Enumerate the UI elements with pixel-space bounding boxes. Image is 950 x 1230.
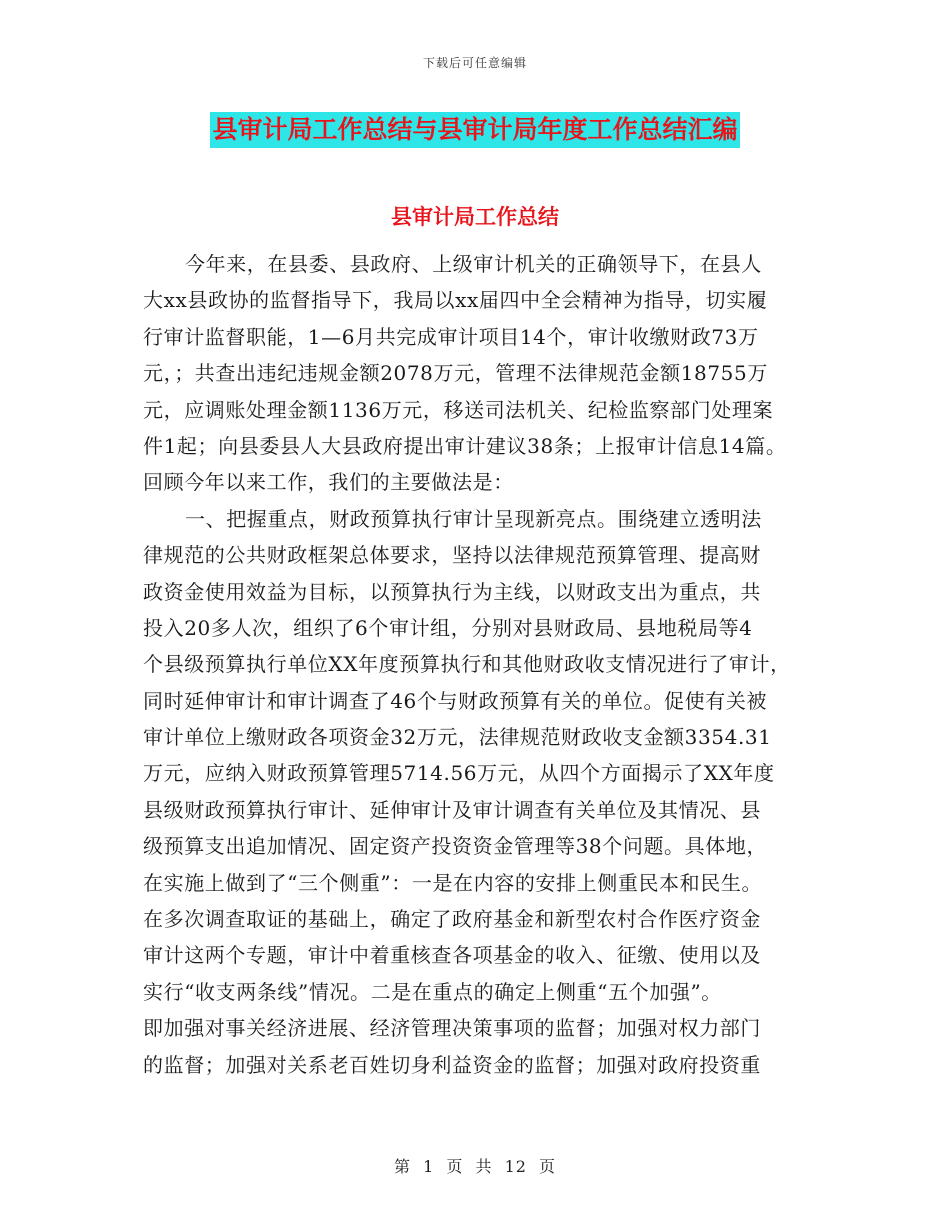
body-text [143,246,833,1083]
footer-total-prefix: 共 [475,1157,493,1176]
body-line: 投入20多人次，组织了6个审计组，分别对县财政局、县地税局等4 [143,615,753,640]
document-title-block [0,112,950,148]
body-line: 行审计监督职能，1—6月共完成审计项目14个，审计收缴财政73万 [143,324,759,349]
body-line: 回顾今年以来工作，我们的主要做法是： [143,470,514,495]
body-line: 级预算支出追加情况、固定资产投资资金管理等38个问题。具体地， [143,834,768,859]
footer-suffix: 页 [539,1157,557,1176]
body-line: 大xx县政协的监督指导下，我局以xx届四中全会精神为指导，切实履 [143,288,768,313]
body-line: 政资金使用效益为目标，以预算执行为主线，以财政支出为重点，共 [143,579,761,604]
body-line: 元，；共查出违纪违规金额2078万元，管理不法律规范金额18755万 [143,361,768,386]
body-line: 在实施上做到了“三个侧重”：一是在内容的安排上侧重民本和民生。 [143,870,763,895]
body-line: 律规范的公共财政框架总体要求，坚持以法律规范预算管理、提高财 [143,543,761,568]
footer-page-number: 1 [423,1157,435,1176]
body-line: 同时延伸审计和审计调查了46个与财政预算有关的单位。促使有关被 [143,688,768,713]
body-line: 县级财政预算执行审计、延伸审计及审计调查有关单位及其情况、县 [143,797,761,822]
body-line: 件1起；向县委县人大县政府提出审计建议38条；上报审计信息14篇。 [143,433,787,458]
footer-total-pages: 12 [504,1157,527,1176]
body-line: 审计单位上缴财政各项资金32万元，法律规范财政收支金额3354.31 [143,725,772,750]
footer-middle: 页 [446,1157,464,1176]
body-line: 万元，应纳入财政预算管理5714.56万元，从四个方面揭示了XX年度 [143,761,775,786]
body-line: 实行“收支两条线”情况。二是在重点的确定上侧重“五个加强”。 [143,979,722,1004]
body-line: 审计这两个专题，审计中着重核查各项基金的收入、征缴、使用以及 [143,943,761,968]
body-line: 即加强对事关经济进展、经济管理决策事项的监督；加强对权力部门 [143,1016,761,1041]
page-number-footer [0,1154,950,1177]
body-line: 的监督；加强对关系老百姓切身利益资金的监督；加强对政府投资重 [143,1052,761,1077]
body-line: 今年来，在县委、县政府、上级审计机关的正确领导下，在县人 [185,252,762,276]
document-title: 县审计局工作总结与县审计局年度工作总结汇编 [210,112,739,148]
section-title: 县审计局工作总结 [391,205,559,229]
footer-prefix: 第 [393,1157,411,1176]
body-line: 在多次调查取证的基础上，确定了政府基金和新型农村合作医疗资金 [143,907,761,932]
body-line: 元，应调账处理金额1136万元，移送司法机关、纪检监察部门处理案 [143,397,774,422]
body-line: 一、把握重点，财政预算执行审计呈现新亮点。围绕建立透明法 [185,506,762,531]
body-line: 个县级预算执行单位XX年度预算执行和其他财政收支情况进行了审计， [143,652,791,677]
page-header-note: 下载后可任意编辑 [422,56,527,70]
